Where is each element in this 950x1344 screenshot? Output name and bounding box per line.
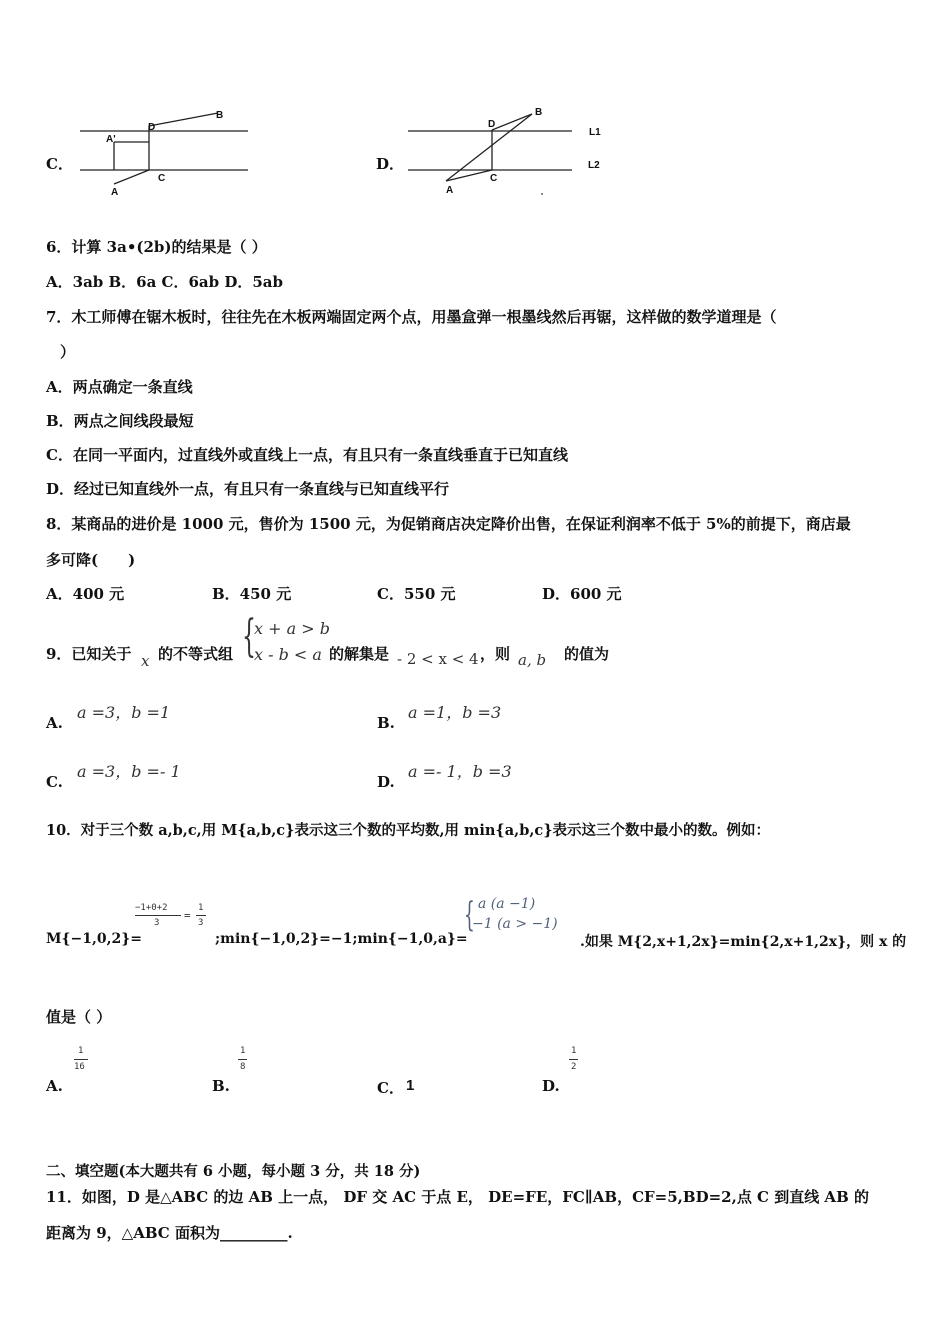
segment-a-c [114, 170, 149, 184]
q7-stem-cont: ） [60, 343, 76, 361]
q5-figure-c [76, 104, 256, 200]
q10-example-frac-den: 3 [154, 918, 160, 928]
q9-vars: a, b [518, 651, 547, 669]
segment-d-b [492, 114, 532, 130]
q10-tail: .如果 M{2,x+1,2x}=min{2,x+1,2x}，则 x 的 [580, 934, 907, 950]
q9-option-c: a =3，b =- 1 [77, 762, 181, 781]
q8-option-c: C．550 元 [377, 585, 456, 603]
q10-option-a-bar [74, 1059, 88, 1060]
q10-option-b-bar [238, 1059, 247, 1060]
q10-example-res-num: 1 [198, 903, 204, 913]
q9-part3: 的解集是 [329, 645, 390, 663]
q10-piecewise-case1: a (a −1) [478, 896, 536, 912]
point-label-b: B [216, 110, 224, 121]
q11-line2: 距离为 9，△ABC 面积为_________. [46, 1224, 293, 1242]
q8-option-d: D．600 元 [542, 585, 622, 603]
point-label-a: A [446, 185, 454, 196]
q10-m-prefix: M{−1,0,2}= [46, 931, 142, 947]
q10-stem-end: 值是（ ） [46, 1008, 112, 1026]
q9-option-b: a =1，b =3 [408, 703, 502, 722]
q5-option-d-label: D． [376, 155, 405, 173]
q10-option-d-label: D. [542, 1077, 560, 1095]
q9-part2: 的不等式组 [158, 645, 234, 663]
q9-option-a: a =3，b =1 [77, 703, 171, 722]
q8-option-a: A．400 元 [46, 585, 125, 603]
q10-option-a-den: 16 [74, 1062, 85, 1072]
q7-stem: 7．木工师傅在锯木板时，往往先在木板两端固定两个点，用墨盒弹一根墨线然后再锯，这样做的数学道理是（ [46, 308, 777, 326]
q7-option-b: B．两点之间线段最短 [46, 412, 194, 430]
q10-piecewise-brace: { [464, 895, 475, 935]
q9-system-brace: { [242, 611, 256, 662]
q9-system-eq1: x + a > b [254, 619, 330, 638]
point-label-d: D [148, 122, 156, 133]
q9-option-c-label: C. [46, 773, 63, 791]
q10-option-b-label: B. [212, 1077, 230, 1095]
q10-piecewise-case2: −1 (a > −1) [472, 916, 558, 932]
q7-option-d: D．经过已知直线外一点，有且只有一条直线与已知直线平行 [46, 480, 450, 498]
q9-var-x: x [141, 652, 150, 670]
q7-option-c: C．在同一平面内，过直线外或直线上一点，有且只有一条直线垂直于已知直线 [46, 446, 568, 464]
point-label-b: B [535, 107, 543, 118]
q10-option-b-den: 8 [240, 1062, 246, 1072]
point-label-c: C [490, 173, 498, 184]
q9-option-a-label: A. [46, 714, 63, 732]
q9-system-eq2: x - b < a [254, 645, 322, 664]
q7-option-a: A．两点确定一条直线 [46, 378, 193, 396]
stray-dot [541, 193, 543, 195]
q5-option-c-label: C． [46, 155, 73, 173]
section-2-heading: 二、填空题(本大题共有 6 小题，每小题 3 分，共 18 分) [46, 1163, 421, 1180]
q10-option-a-label: A. [46, 1077, 63, 1095]
point-label-a: A [111, 187, 119, 198]
q10-example-res-den: 3 [198, 918, 204, 928]
q10-example-res-bar [196, 915, 206, 916]
segment-d-b [149, 113, 218, 126]
q10-option-a-num: 1 [78, 1046, 84, 1056]
q9-option-d-label: D. [377, 773, 395, 791]
q11-line1: 11．如图，D 是△ABC 的边 AB 上一点， DF 交 AC 于点 E， DE=FE，FC∥AB，CF=5,BD=2,点 C 到直线 AB 的 [46, 1188, 869, 1206]
q10-stem: 10．对于三个数 a,b,c,用 M{a,b,c}表示这三个数的平均数,用 min{a,b,c}表示这三个数中最小的数。例如： [46, 822, 771, 839]
q10-option-d-bar [569, 1059, 578, 1060]
q10-mid: ;min{−1,0,2}=−1;min{−1,0,a}= [215, 931, 468, 947]
q9-option-d: a =- 1，b =3 [408, 762, 512, 781]
q5-figure-d [404, 104, 614, 200]
point-label-a2: A' [106, 134, 116, 145]
q8-stem-cont: 多可降( ) [46, 551, 136, 569]
q9-part1: 9．已知关于 [46, 645, 132, 663]
q8-stem: 8．某商品的进价是 1000 元，售价为 1500 元，为促销商店决定降价出售，在保证利润率不低于 5%的前提下，商店最 [46, 515, 851, 533]
q9-solution: - 2 < x < 4 [397, 650, 479, 668]
q8-option-b: B．450 元 [212, 585, 292, 603]
point-label-c: C [158, 173, 166, 184]
q10-option-c-label: C． [377, 1079, 404, 1097]
q9-option-b-label: B. [377, 714, 395, 732]
line-label-l1: L1 [589, 127, 601, 138]
q10-example-frac-num: −1+0+2 [135, 903, 168, 913]
q6-stem: 6．计算 3a•(2b)的结果是（ ） [46, 238, 267, 256]
line-label-l2: L2 [588, 160, 600, 171]
q10-option-c-value: 1 [406, 1077, 415, 1094]
q9-part5: 的值为 [564, 645, 610, 663]
point-label-d: D [488, 119, 496, 130]
q10-example-eq: = [184, 909, 191, 922]
q10-option-d-num: 1 [571, 1046, 577, 1056]
q10-example-frac-bar [135, 915, 181, 916]
q10-option-b-num: 1 [240, 1046, 246, 1056]
q6-options: A．3ab B．6a C．6ab D．5ab [46, 273, 284, 291]
q9-part4: ，则 [480, 645, 511, 663]
q10-option-d-den: 2 [571, 1062, 577, 1072]
